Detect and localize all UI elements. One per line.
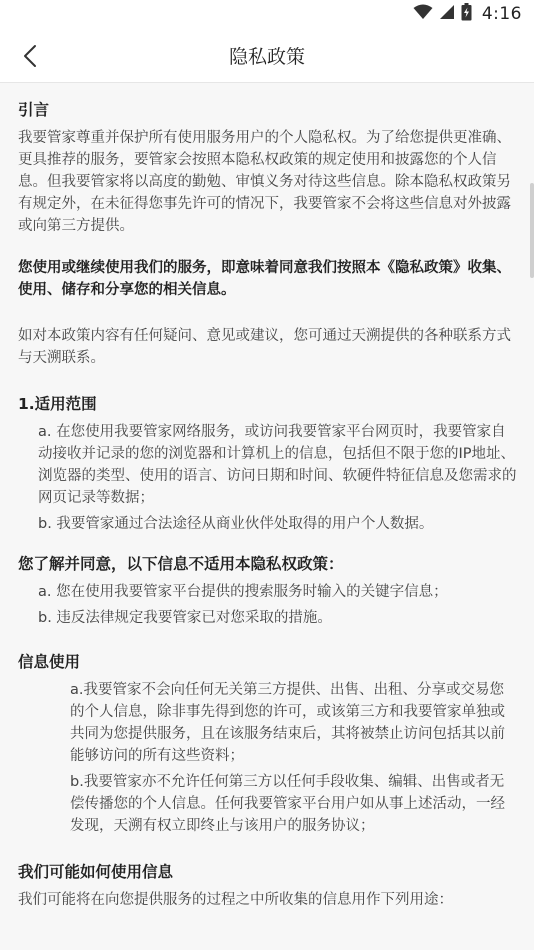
exclusion-title: 您了解并同意，以下信息不适用本隐私权政策：	[18, 555, 344, 573]
status-icons	[413, 4, 522, 24]
intro-bold-paragraph: 您使用或继续使用我们的服务，即意味着同意我们按照本《隐私政策》收集、使用、储存和分享您的相关信息。	[18, 260, 511, 298]
how-use-paragraph: 我们可能将在向您提供服务的过程之中所收集的信息用作下列用途：	[18, 892, 453, 908]
intro-paragraph: 我要管家尊重并保护所有使用服务用户的个人隐私权。为了给您提供更准确、更具推荐的服务，要管家会按照本隐私权政策的规定使用和披露您的个人信息。但我要管家将以高度的勤勉、审慎义务对待这些信息。除本隐私权政策另有规定外，在未征得您事先许可的情况下，我要管家不会将这些信息对外披露或向第三方提供。	[18, 130, 511, 234]
scope-title: 1.适用范围	[18, 395, 97, 413]
page-title: 隐私政策	[228, 46, 305, 68]
usage-title: 信息使用	[18, 653, 81, 671]
usage-item-b: b.我要管家亦不允许任何第三方以任何手段收集、编辑、出售或者无偿传播您的个人信息。任何我要管家平台用户如从事上述活动，一经发现，天溯有权立即终止与该用户的服务协议；	[70, 774, 505, 834]
status-bar	[0, 0, 534, 28]
wifi-icon	[413, 4, 433, 24]
scope-item-b: b. 我要管家通过合法途径从商业伙伴处取得的用户个人数据。	[38, 516, 434, 532]
exclusion-item-b: b. 违反法律规定我要管家已对您采取的措施。	[38, 610, 332, 626]
how-use-title: 我们可能如何使用信息	[18, 863, 174, 881]
scrollbar[interactable]	[530, 183, 534, 278]
signal-icon	[439, 4, 455, 24]
exclusion-item-a: a. 您在使用我要管家平台提供的搜索服务时输入的关键字信息；	[38, 584, 448, 600]
nav-bar	[0, 28, 534, 83]
contact-paragraph: 如对本政策内容有任何疑问、意见或建议，您可通过天溯提供的各种联系方式与天溯联系。	[18, 328, 511, 366]
battery-icon	[461, 3, 472, 25]
status-time: 4:16	[481, 4, 522, 24]
scope-item-a: a. 在您使用我要管家网络服务，或访问我要管家平台网页时，我要管家自动接收并记录的您的浏览器和计算机上的信息，包括但不限于您的IP地址、浏览器的类型、使用的语言、访问日期和时间、软硬件特征信息及您需求的网页记录等数据；	[38, 424, 517, 506]
usage-item-a: a.我要管家不会向任何无关第三方提供、出售、出租、分享或交易您的个人信息，除非事先得到您的许可，或该第三方和我要管家单独或共同为您提供服务，且在该服务结束后，其将被禁止访问包括其以前能够访问的所有这些资料；	[70, 682, 505, 764]
policy-content[interactable]	[0, 83, 534, 950]
intro-title: 引言	[18, 101, 50, 119]
policy-document	[18, 99, 518, 911]
